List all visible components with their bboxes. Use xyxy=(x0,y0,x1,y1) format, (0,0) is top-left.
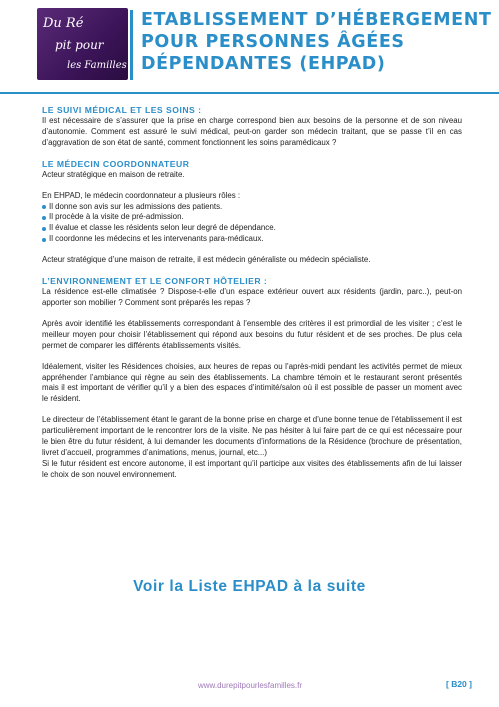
environnement-p4: Le directeur de l’établissement étant le garant de la bonne prise en charge et d’une bonne tenue de l’établissement il est particulièrement important de le rencontrer lors de la visite. Ne pas hésiter à lui faire part de ce qui est nécessaire pour le bien être du futur résident, à lui demander les documents d’informations de la Résidence (brochure de présentation, livret d’accueil, programmes d’animations, menus, journal, etc...) xyxy=(42,415,462,457)
logo-text-1: Du Ré xyxy=(43,16,84,31)
list-item: Il procède à la visite de pré-admission. xyxy=(42,212,462,223)
medecin-roles-intro: En EHPAD, le médecin coordonnateur a plusieurs rôles : xyxy=(42,190,241,200)
environnement-p3: Idéalement, visiter les Résidences choisies, aux heures de repas ou l’après-midi pendant les activités permet de mieux appréhender l’ambiance qui règne au sein des établissements. La chambre témoin et le restaurant seront présentés mais il est important de vérifier qu’il y a bien des espaces d’intimité/salon où il est possible de passer un moment avec le résident. xyxy=(42,361,462,404)
section-heading-medecin: LE MÉDECIN COORDONNATEUR xyxy=(42,158,190,169)
title-line-3: DÉPENDANTES (EHPAD) xyxy=(141,54,386,74)
ehpad-list-link[interactable]: Voir la Liste EHPAD à la suite xyxy=(133,578,366,595)
environnement-p5: Si le futur résident est encore autonome, il est important qu’il participe aux visites des établissements afin de lui laisser le choix de son nouvel environnement. xyxy=(42,458,462,479)
medecin-closing: Acteur stratégique d’une maison de retraite, il est médecin généraliste ou médecin spécialiste. xyxy=(42,255,371,265)
list-item: Il coordonne les médecins et les intervenants para-médicaux. xyxy=(42,234,462,245)
medecin-intro: Acteur stratégique en maison de retraite. xyxy=(42,169,185,179)
title-line-1: ETABLISSEMENT D’HÉBERGEMENT xyxy=(141,10,492,30)
footer-website-link[interactable]: www.durepitpourlesfamilles.fr xyxy=(197,681,303,690)
section-heading-environnement: L’ENVIRONNEMENT ET LE CONFORT HÔTELIER : xyxy=(42,276,268,287)
page-header xyxy=(0,0,499,92)
page-title xyxy=(141,9,491,75)
logo-text-3: les Familles xyxy=(67,60,127,71)
list-item: Il évalue et classe les résidents selon leur degré de dépendance. xyxy=(42,223,462,234)
medecin-roles-list xyxy=(42,202,462,246)
header-divider xyxy=(0,92,499,94)
logo-text-2: pit pour xyxy=(55,38,104,52)
list-item: Il donne son avis sur les admissions des patients. xyxy=(42,202,462,213)
section-heading-suivi: LE SUIVI MÉDICAL ET LES SOINS : xyxy=(42,105,202,115)
environnement-p1: La résidence est-elle climatisée ? Dispose-t-elle d’un espace extérieur ouvert aux résidents (jardin, parc..), peut-on apporter son mobilier ? Comment sont préparés les repas ? xyxy=(42,287,462,307)
environnement-p2: Après avoir identifié les établissements correspondant à l’ensemble des critères il est primordial de les visiter ; c’est le meilleur moyen pour choisir l’établissement qui répond aux besoins du futur résident et de ses proches. De plus cela permet de comparer les différents établissements visités. xyxy=(42,318,462,350)
page-number: [ B20 ] xyxy=(446,679,472,689)
main-content xyxy=(42,105,462,481)
brand-logo xyxy=(37,8,128,80)
title-accent-bar xyxy=(130,10,133,80)
title-line-2: POUR PERSONNES ÂGÉES xyxy=(141,32,405,52)
section-text-suivi: Il est nécessaire de s’assurer que la prise en charge correspond bien aux besoins de la personne et de son niveau d’autonomie. Comment est assuré le suivi médical, peut-on garder son médecin traitant, que se passe t’il en cas d’aggravation de son état de santé, comment fonctionnent les soins paramédicaux ? xyxy=(42,116,462,147)
